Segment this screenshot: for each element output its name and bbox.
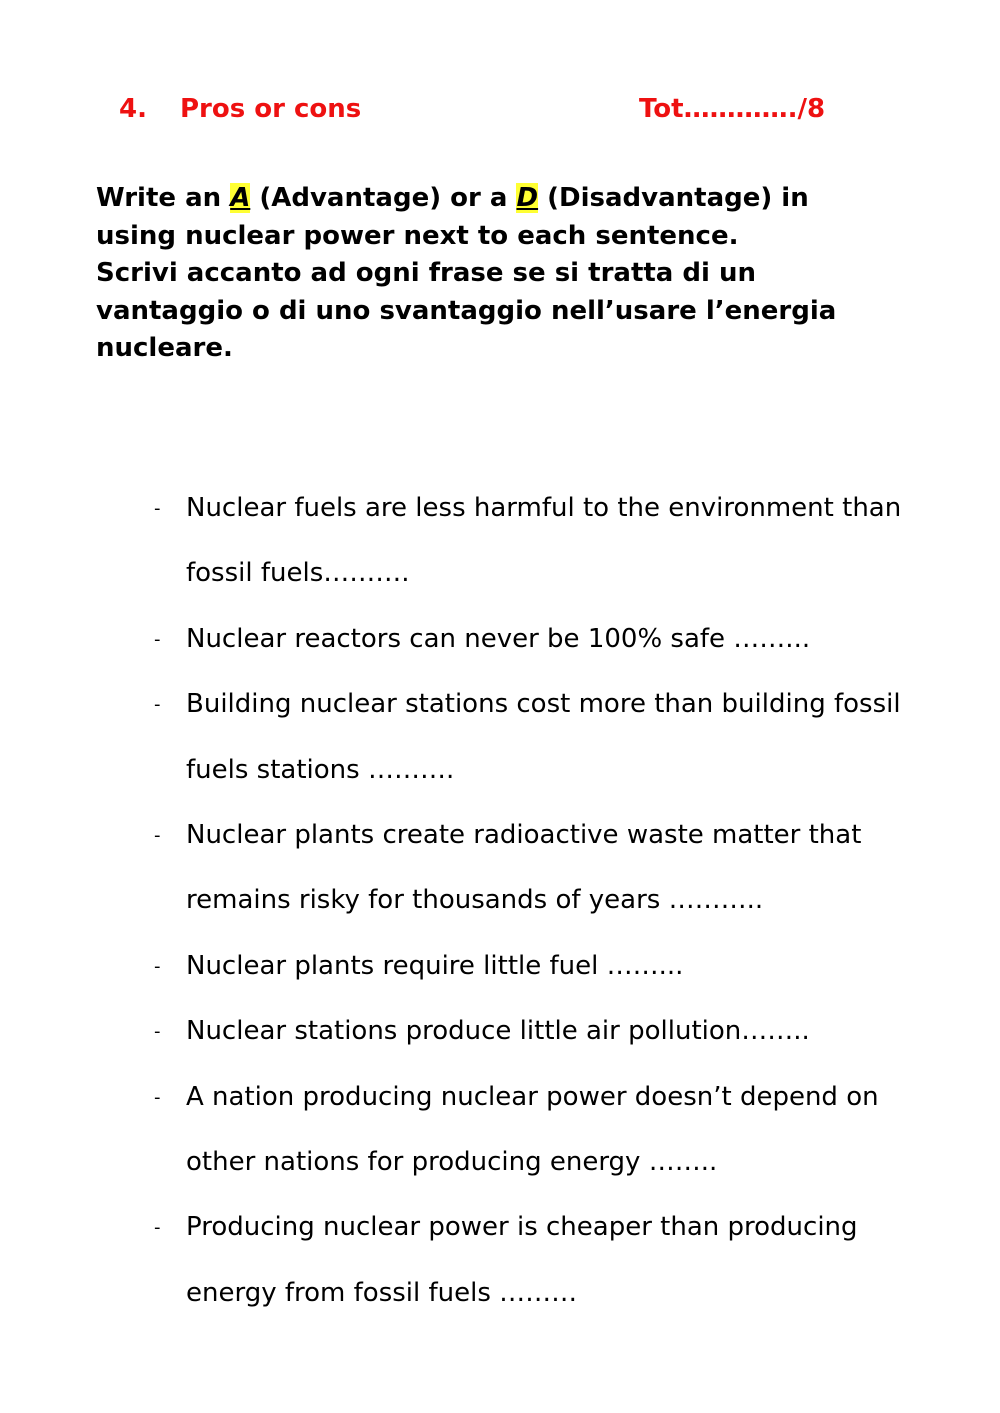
bullet-dash: - bbox=[154, 694, 161, 716]
bullet-dash: - bbox=[154, 1217, 161, 1239]
statement-text: Nuclear fuels are less harmful to the environment than fossil fuels………. bbox=[186, 493, 902, 589]
section-header bbox=[0, 94, 1000, 134]
instructions-english-part2: (Advantage) or a bbox=[250, 183, 517, 213]
bullet-dash: - bbox=[154, 1086, 161, 1108]
bullet-dash: - bbox=[154, 628, 161, 650]
statement-text: Nuclear stations produce little air pollution…….. bbox=[186, 1016, 810, 1047]
bullet-dash: - bbox=[154, 1021, 161, 1043]
statement-text: Producing nuclear power is cheaper than producing energy from fossil fuels ……… bbox=[186, 1212, 858, 1308]
statement-text: A nation producing nuclear power doesn’t depend on other nations for producing energy …….. bbox=[186, 1081, 879, 1178]
statement-text: Nuclear plants require little fuel ……... bbox=[186, 950, 684, 981]
letter-d-highlight: D bbox=[516, 183, 539, 213]
statement-text: Building nuclear stations cost more than building fossil fuels stations ………. bbox=[186, 689, 901, 785]
list-item bbox=[0, 999, 906, 1064]
list-item bbox=[0, 803, 906, 934]
list-item bbox=[0, 607, 906, 672]
statement-text: Nuclear plants create radioactive waste matter that remains risky for thousands of years ……….. bbox=[186, 820, 862, 916]
list-item bbox=[0, 1195, 906, 1326]
bullet-dash: - bbox=[154, 955, 161, 977]
section-number: 4. bbox=[119, 94, 147, 124]
letter-a-highlight: A bbox=[230, 183, 251, 213]
list-item bbox=[0, 934, 906, 999]
instructions-english-part1: Write an bbox=[96, 183, 231, 213]
instructions-english bbox=[96, 180, 896, 255]
list-item bbox=[0, 672, 906, 803]
score-total: Tot…………./8 bbox=[639, 94, 826, 124]
section-title: Pros or cons bbox=[180, 94, 362, 124]
instructions-italian: Scrivi accanto ad ogni frase se si tratta di un vantaggio o di uno svantaggio nell’usare l’energia nucleare. bbox=[96, 258, 837, 363]
list-item bbox=[0, 476, 906, 607]
bullet-dash: - bbox=[154, 498, 161, 519]
list-item bbox=[0, 1065, 906, 1196]
instructions bbox=[96, 180, 896, 368]
bullet-dash: - bbox=[154, 825, 161, 847]
statement-list bbox=[0, 476, 1000, 1326]
instructions-english-part3: (Disadvantage) in using nuclear power next to each sentence. bbox=[96, 183, 809, 251]
statement-text: Nuclear reactors can never be 100% safe ……... bbox=[186, 623, 811, 654]
